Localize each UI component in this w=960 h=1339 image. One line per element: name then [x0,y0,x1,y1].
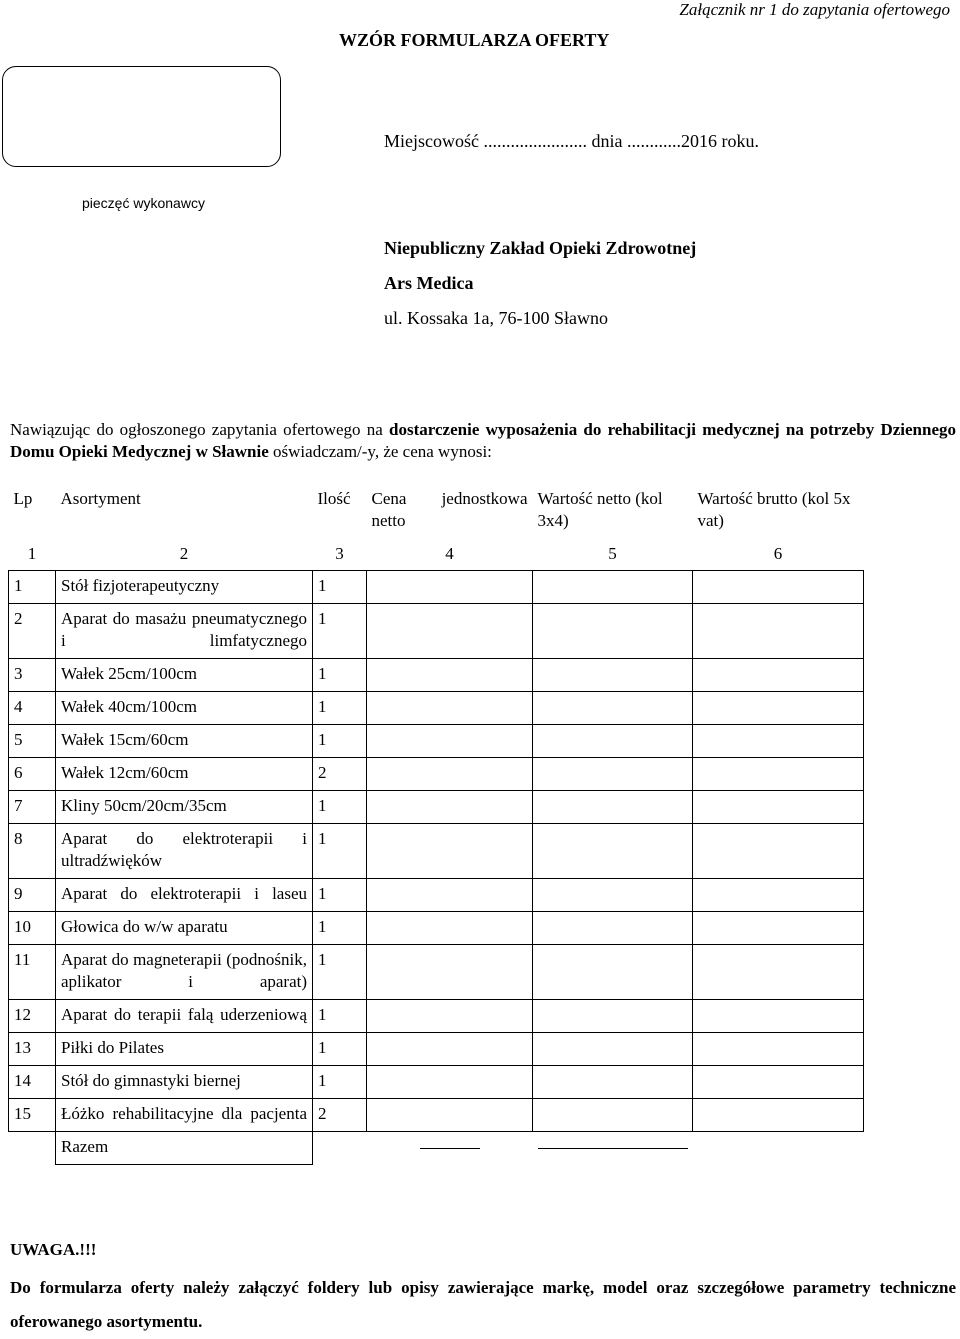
offer-table [8,484,864,1165]
row-unit-net[interactable] [367,725,533,758]
row-gross-value[interactable] [693,791,864,824]
row-net-value[interactable] [533,659,693,692]
row-gross-value[interactable] [693,1033,864,1066]
row-gross-value[interactable] [693,1099,864,1132]
total-label: Razem [56,1132,313,1165]
table-row [9,1099,864,1132]
row-net-value[interactable] [533,758,693,791]
table-row [9,879,864,912]
col-number: 1 [27,544,37,563]
row-qty: 1 [313,879,367,912]
row-unit-net[interactable] [367,912,533,945]
row-net-value[interactable] [533,725,693,758]
total-row [9,1132,864,1165]
recipient-facility: Ars Medica [384,273,474,293]
total-blank-net [533,1132,693,1165]
row-gross-value[interactable] [693,758,864,791]
row-gross-value[interactable] [693,945,864,1000]
total-empty-cell [313,1132,367,1165]
row-qty: 1 [313,692,367,725]
total-empty-cell [9,1132,56,1165]
row-unit-net[interactable] [367,945,533,1000]
row-gross-value[interactable] [693,725,864,758]
row-net-value[interactable] [533,1066,693,1099]
row-unit-net[interactable] [367,604,533,659]
header-unit-net: Cena jednostkowa netto [371,489,528,530]
row-unit-net[interactable] [367,571,533,604]
row-item: Wałek 25cm/100cm [56,659,313,692]
row-lp: 5 [9,725,56,758]
row-item: Aparat do terapii falą uderzeniową [56,1000,313,1033]
row-net-value[interactable] [533,912,693,945]
row-item: Łóżko rehabilitacyjne dla pacjenta [56,1099,313,1132]
row-lp: 12 [9,1000,56,1033]
row-lp: 8 [9,824,56,879]
row-qty: 1 [313,912,367,945]
row-unit-net[interactable] [367,758,533,791]
row-qty: 1 [313,659,367,692]
row-net-value[interactable] [533,824,693,879]
row-unit-net[interactable] [367,824,533,879]
row-unit-net[interactable] [367,791,533,824]
table-row [9,791,864,824]
row-unit-net[interactable] [367,692,533,725]
row-net-value[interactable] [533,571,693,604]
recipient-name: Niepubliczny Zakład Opieki Zdrowotnej [384,238,697,258]
row-lp: 6 [9,758,56,791]
row-item: Aparat do magneterapii (podnośnik, aplikator i aparat) [56,945,313,1000]
table-row [9,725,864,758]
row-item: Wałek 15cm/60cm [56,725,313,758]
row-qty: 1 [313,791,367,824]
row-net-value[interactable] [533,945,693,1000]
row-lp: 10 [9,912,56,945]
row-qty: 2 [313,1099,367,1132]
row-net-value[interactable] [533,879,693,912]
table-row [9,692,864,725]
row-qty: 1 [313,824,367,879]
total-blank-unit [367,1132,533,1165]
row-gross-value[interactable] [693,879,864,912]
row-qty: 2 [313,758,367,791]
row-lp: 7 [9,791,56,824]
recipient-address: ul. Kossaka 1a, 76-100 Sławno [384,308,608,328]
form-title: WZÓR FORMULARZA OFERTY [339,30,610,50]
table-row [9,758,864,791]
row-item: Wałek 12cm/60cm [56,758,313,791]
row-unit-net[interactable] [367,1033,533,1066]
header-item: Asortyment [60,489,141,508]
row-net-value[interactable] [533,692,693,725]
row-item: Aparat do elektroterapii i laseu [56,879,313,912]
table-row [9,1066,864,1099]
header-gross-value: Wartość brutto (kol 5x vat) [697,489,851,530]
row-unit-net[interactable] [367,659,533,692]
stamp-box [2,66,281,167]
row-net-value[interactable] [533,604,693,659]
row-item: Głowica do w/w aparatu [56,912,313,945]
row-lp: 13 [9,1033,56,1066]
col-number: 5 [608,544,617,563]
row-lp: 14 [9,1066,56,1099]
row-gross-value[interactable] [693,1000,864,1033]
row-unit-net[interactable] [367,1066,533,1099]
row-gross-value[interactable] [693,604,864,659]
intro-text-start: Nawiązując do ogłoszonego zapytania ofertowego na [10,420,390,439]
row-item: Stół fizjoterapeutyczny [56,571,313,604]
row-item: Kliny 50cm/20cm/35cm [56,791,313,824]
row-lp: 9 [9,879,56,912]
row-unit-net[interactable] [367,1000,533,1033]
row-item: Piłki do Pilates [56,1033,313,1066]
row-qty: 1 [313,1033,367,1066]
header-lp: Lp [13,489,33,508]
row-gross-value[interactable] [693,692,864,725]
table-row [9,604,864,659]
header-net-value: Wartość netto (kol 3x4) [537,489,663,530]
col-number: 3 [335,544,344,563]
row-lp: 4 [9,692,56,725]
place-date-line: Miejscowość ....................... dnia ............2016 roku. [384,131,759,151]
row-gross-value[interactable] [693,571,864,604]
intro-subject: dostarczenie wyposażenia do rehabilitacji medycznej na potrzeby Dziennego Domu Opieki Medycznej w Sławnie [10,420,956,461]
stamp-label: pieczęć wykonawcy [82,195,205,211]
row-item: Aparat do elektroterapii i ultradźwięków [56,824,313,879]
footnote: Do formularza oferty należy załączyć foldery lub opisy zawierające markę, model oraz szczegółowe parametry techniczne oferowanego asortymentu. [10,1278,956,1331]
row-qty: 1 [313,725,367,758]
table-row [9,824,864,879]
row-gross-value[interactable] [693,659,864,692]
table-row [9,571,864,604]
table-row [9,912,864,945]
row-net-value[interactable] [533,791,693,824]
row-unit-net[interactable] [367,1099,533,1132]
header-qty: Ilość [317,489,351,508]
intro-text-end: oświadczam/-y, że cena wynosi: [268,442,492,461]
row-qty: 1 [313,1066,367,1099]
col-number: 6 [773,544,783,563]
row-qty: 1 [313,604,367,659]
row-qty: 1 [313,1000,367,1033]
table-row [9,945,864,1000]
row-gross-value[interactable] [693,1066,864,1099]
row-item: Aparat do masażu pneumatycznego i limfatycznego [56,604,313,659]
row-lp: 1 [9,571,56,604]
col-number: 4 [445,544,454,563]
row-gross-value[interactable] [693,824,864,879]
intro-paragraph [10,419,956,463]
row-lp: 11 [9,945,56,1000]
row-net-value[interactable] [533,1000,693,1033]
table-row [9,1033,864,1066]
total-blank-gross [693,1132,864,1165]
attachment-note: Załącznik nr 1 do zapytania ofertowego [679,0,950,19]
row-gross-value[interactable] [693,912,864,945]
row-qty: 1 [313,945,367,1000]
row-lp: 2 [9,604,56,659]
row-net-value[interactable] [533,1099,693,1132]
row-qty: 1 [313,571,367,604]
row-item: Wałek 40cm/100cm [56,692,313,725]
column-number-row [9,538,864,571]
table-row [9,1000,864,1033]
row-net-value[interactable] [533,1033,693,1066]
table-row [9,659,864,692]
col-number: 2 [179,544,189,563]
warning-label: UWAGA.!!! [10,1240,97,1259]
row-lp: 15 [9,1099,56,1132]
row-item: Stół do gimnastyki biernej [56,1066,313,1099]
row-unit-net[interactable] [367,879,533,912]
row-lp: 3 [9,659,56,692]
table-header-row [9,484,864,538]
